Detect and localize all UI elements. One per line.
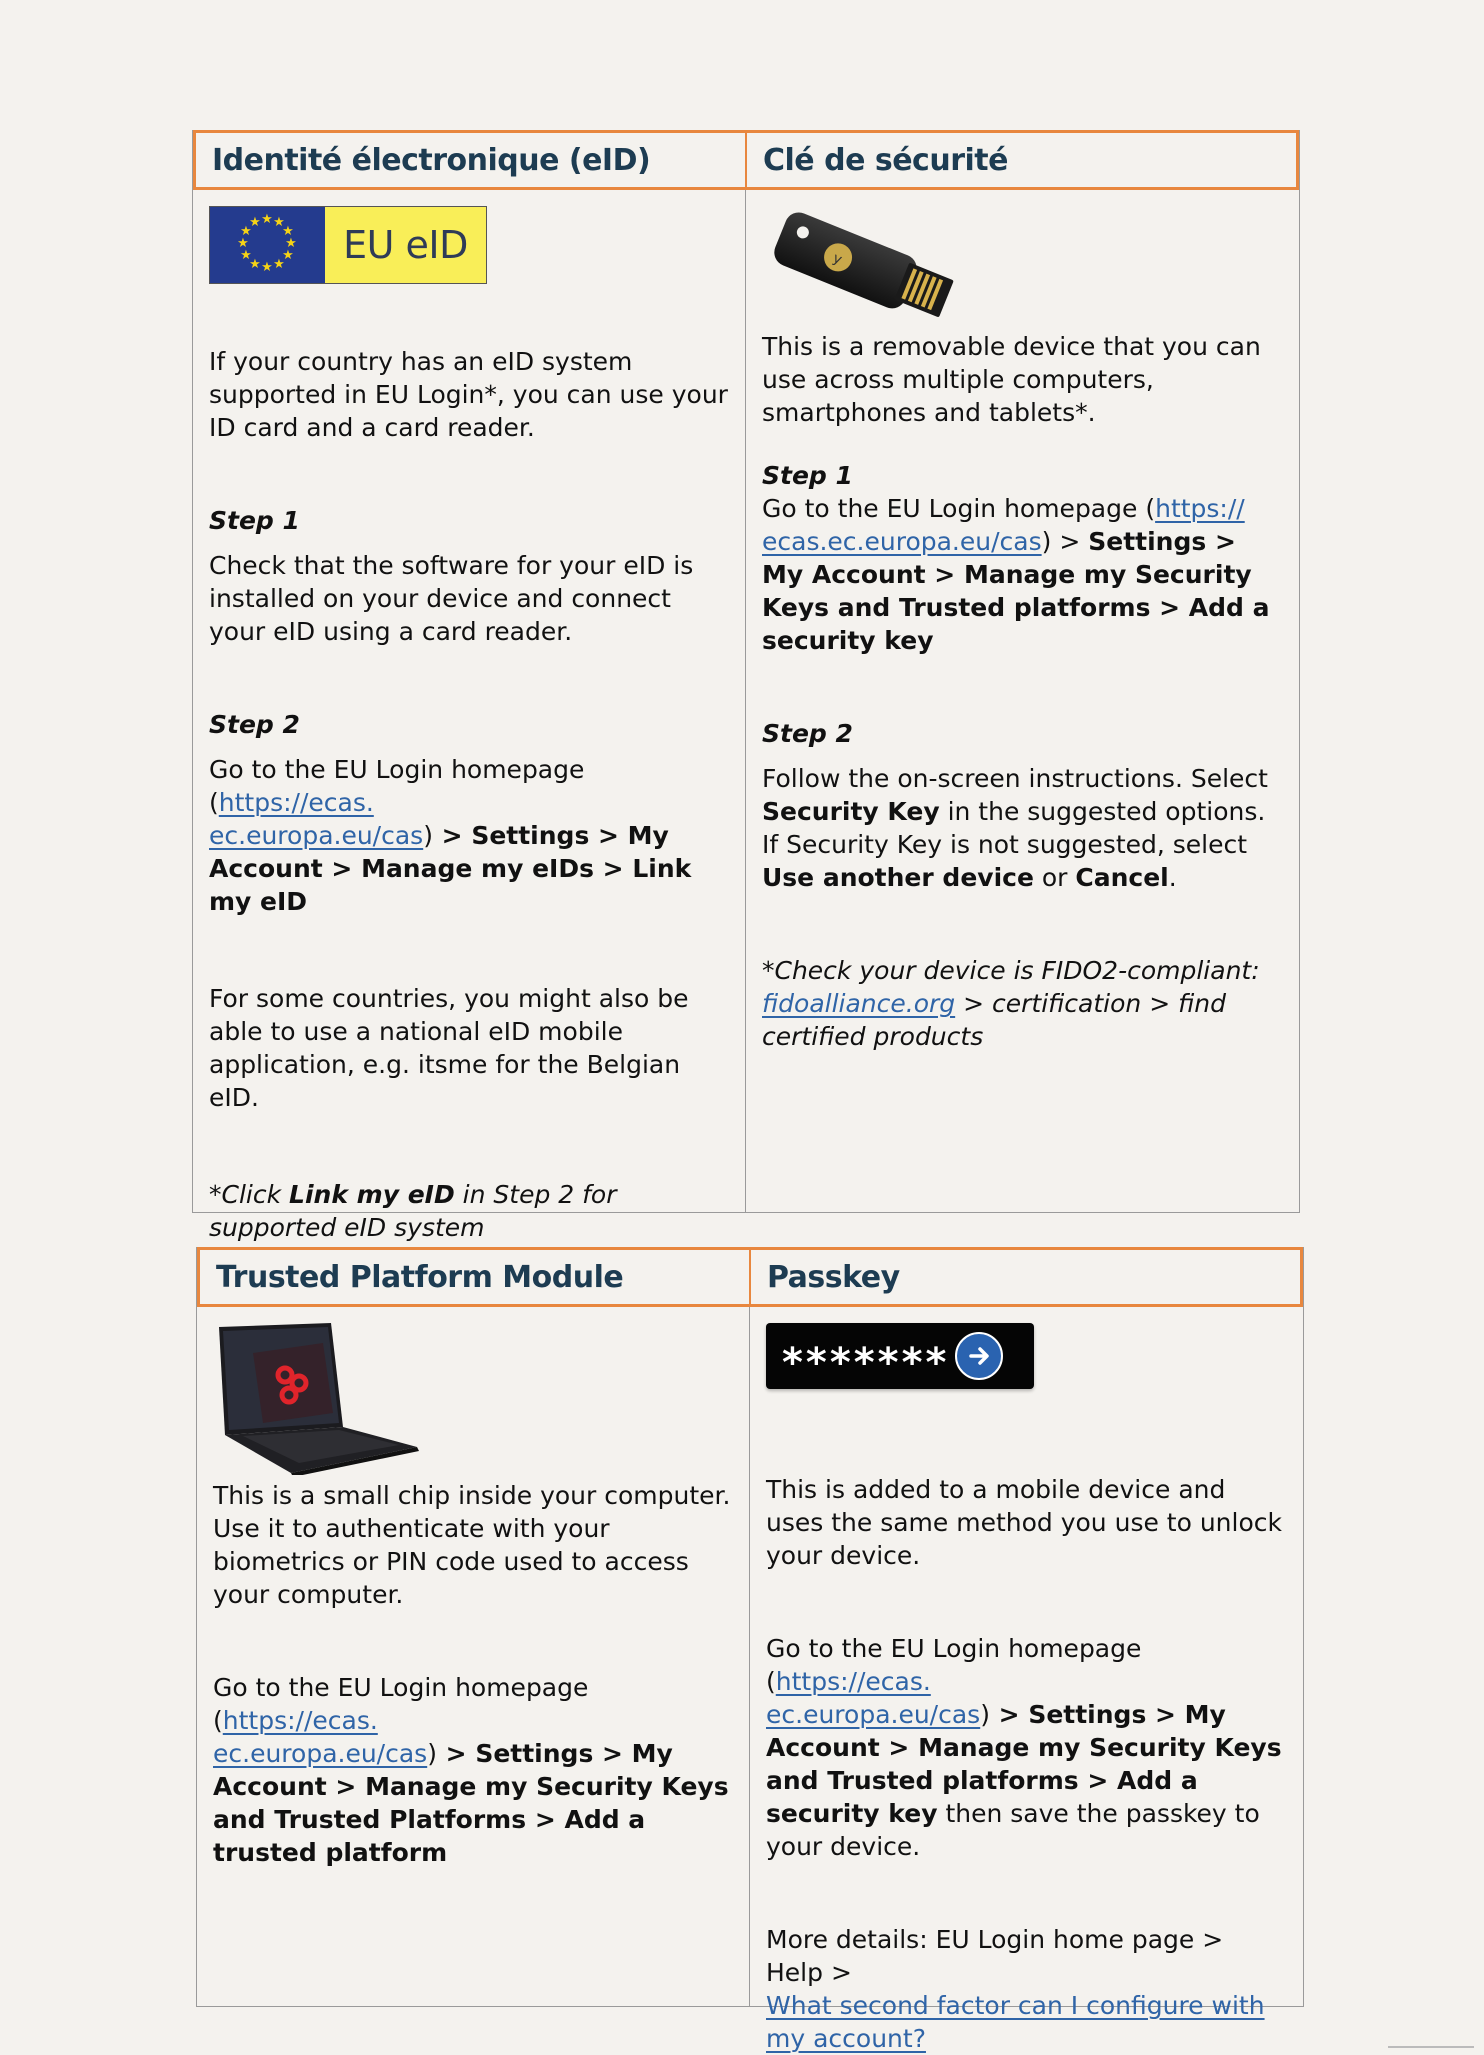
sk-step1-path: Settings > My Account > Manage my Security Keys and Trusted platforms > Add a security key <box>762 527 1270 655</box>
eu-eid-logo <box>209 206 487 284</box>
eid-note-suffix: in Step 2 for supported eID system <box>209 1180 617 1242</box>
tpm-homepage-link[interactable] <box>213 1706 427 1768</box>
tpm-prefix: Go to the EU Login homepage ( <box>213 1673 589 1735</box>
svg-text:★: ★ <box>249 257 261 272</box>
security-key-step1-text <box>762 492 1283 657</box>
sk-note-prefix: *Check your device is FIDO2-compliant: <box>762 956 1260 985</box>
sk-step2-b1: Security Key <box>762 797 940 826</box>
tpm-title: Trusted Platform Module <box>216 1259 624 1295</box>
passkey-asterisks: ******* <box>782 1340 950 1386</box>
passkey-more-details <box>766 1923 1287 2055</box>
security-key-note <box>762 954 1283 1053</box>
svg-text:★: ★ <box>237 236 249 251</box>
security-key-step2-text <box>762 762 1283 894</box>
tpm-suffix: ) <box>427 1739 437 1768</box>
security-key-step1-label: Step 1 <box>762 461 853 490</box>
second-factor-help-link[interactable]: What second factor can I configure with my account? <box>766 1991 1265 2053</box>
sk-step2-b2: Use another device <box>762 863 1034 892</box>
top-methods-table <box>192 130 1300 1242</box>
passkey-cell <box>750 1307 1303 2053</box>
tpm-intro: This is a small chip inside your computer. Use it to authenticate with your biometrics or PIN code used to access your computer. <box>213 1481 731 1609</box>
eid-note <box>209 1178 729 1244</box>
sk-link-part2[interactable]: ecas.ec.europa.eu/cas <box>762 527 1042 556</box>
sk-step2-b3: Cancel <box>1075 863 1169 892</box>
eid-note-prefix: *Click <box>209 1180 290 1209</box>
pk-homepage-link[interactable] <box>766 1667 980 1729</box>
pk-more-prefix: More details: EU Login home page > Help > <box>766 1925 1224 1987</box>
sk-step1-suffix: ) > <box>1041 527 1089 556</box>
sk-step1-prefix: Go to the EU Login homepage ( <box>762 494 1156 523</box>
svg-text:★: ★ <box>285 236 297 251</box>
svg-text:★: ★ <box>273 215 285 230</box>
svg-text:y: y <box>830 250 845 269</box>
pk-suffix: ) <box>980 1700 990 1729</box>
laptop-icon <box>213 1323 733 1475</box>
eid-logo-text: EU eID <box>325 207 486 283</box>
svg-text:★: ★ <box>282 248 294 263</box>
pk-path-end: then save the passkey to your device. <box>766 1799 1260 1861</box>
fidoalliance-link[interactable]: fidoalliance.org <box>762 989 956 1018</box>
arrow-right-icon <box>955 1332 1003 1380</box>
passkey-intro: This is added to a mobile device and uses the same method you use to unlock your device. <box>766 1475 1282 1570</box>
pk-prefix: Go to the EU Login homepage ( <box>766 1634 1142 1696</box>
eid-link-part1[interactable]: https://ecas. <box>218 788 374 817</box>
svg-text:★: ★ <box>240 224 252 239</box>
tpm-instructions <box>213 1671 733 1869</box>
security-key-intro: This is a removable device that you can use across multiple computers, smartphones and tablets*. <box>762 332 1261 427</box>
svg-text:★: ★ <box>249 215 261 230</box>
eid-step2-text <box>209 753 729 918</box>
svg-text:★: ★ <box>273 257 285 272</box>
eid-title: Identité électronique (eID) <box>212 142 651 178</box>
passkey-title: Passkey <box>767 1259 900 1295</box>
eid-step1-text: Check that the software for your eID is installed on your device and connect your eID using a card reader. <box>209 551 694 646</box>
pk-link-part2[interactable]: ec.europa.eu/cas <box>766 1700 981 1729</box>
eid-link-part2[interactable]: ec.europa.eu/cas <box>209 821 424 850</box>
tpm-cell <box>197 1307 750 2006</box>
sk-step2-t2: in the suggested options. If Security Key is not suggested, select <box>762 797 1266 859</box>
sk-step2-t4: . <box>1168 863 1177 892</box>
tpm-header <box>197 1247 750 1307</box>
security-key-cell <box>746 190 1299 1212</box>
pk-link-part1[interactable]: https://ecas. <box>775 1667 931 1696</box>
eid-step2-label: Step 2 <box>209 710 300 739</box>
eid-cell <box>193 190 746 1242</box>
eid-step2-prefix: Go to the EU Login homepage ( <box>209 755 585 817</box>
eu-flag-icon <box>210 207 325 283</box>
pk-path: > Settings > My Account > Manage my Security Keys and Trusted platforms > Add a security key <box>766 1700 1282 1828</box>
security-key-step2-label: Step 2 <box>762 719 853 748</box>
eid-mobile-text: For some countries, you might also be able to use a national eID mobile application, e.g. itsme for the Belgian eID. <box>209 984 689 1112</box>
sk-link-part1[interactable]: https:// <box>1155 494 1245 523</box>
tpm-link-part1[interactable]: https://ecas. <box>222 1706 378 1735</box>
usb-security-key-icon <box>764 206 1283 330</box>
sk-step2-t3: or <box>1033 863 1076 892</box>
eid-step2-path: > Settings > My Account > Manage my eIDs > Link my eID <box>209 821 692 916</box>
svg-text:★: ★ <box>240 248 252 263</box>
bottom-methods-table <box>196 1247 1304 2053</box>
eid-header <box>193 130 746 190</box>
sk-note-suffix: > certification > find certified products <box>762 989 1226 1051</box>
eid-homepage-link[interactable] <box>209 788 423 850</box>
svg-text:★: ★ <box>282 224 294 239</box>
tpm-link-part2[interactable]: ec.europa.eu/cas <box>213 1739 428 1768</box>
eid-note-bold: Link my eID <box>289 1180 455 1209</box>
eid-step2-suffix: ) <box>423 821 433 850</box>
sk-step2-t1: Follow the on-screen instructions. Select <box>762 764 1268 793</box>
tpm-path: > Settings > My Account > Manage my Security Keys and Trusted Platforms > Add a trusted platform <box>213 1739 729 1867</box>
passkey-header <box>750 1247 1303 1307</box>
svg-text:★: ★ <box>261 260 273 275</box>
security-key-header <box>746 130 1299 190</box>
eid-intro: If your country has an eID system supported in EU Login*, you can use your ID card and a card reader. <box>209 347 728 442</box>
passkey-instructions <box>766 1632 1287 1863</box>
svg-text:★: ★ <box>261 212 273 227</box>
passkey-badge <box>766 1323 1034 1389</box>
eid-step1-label: Step 1 <box>209 506 300 535</box>
security-key-title: Clé de sécurité <box>763 142 1008 178</box>
